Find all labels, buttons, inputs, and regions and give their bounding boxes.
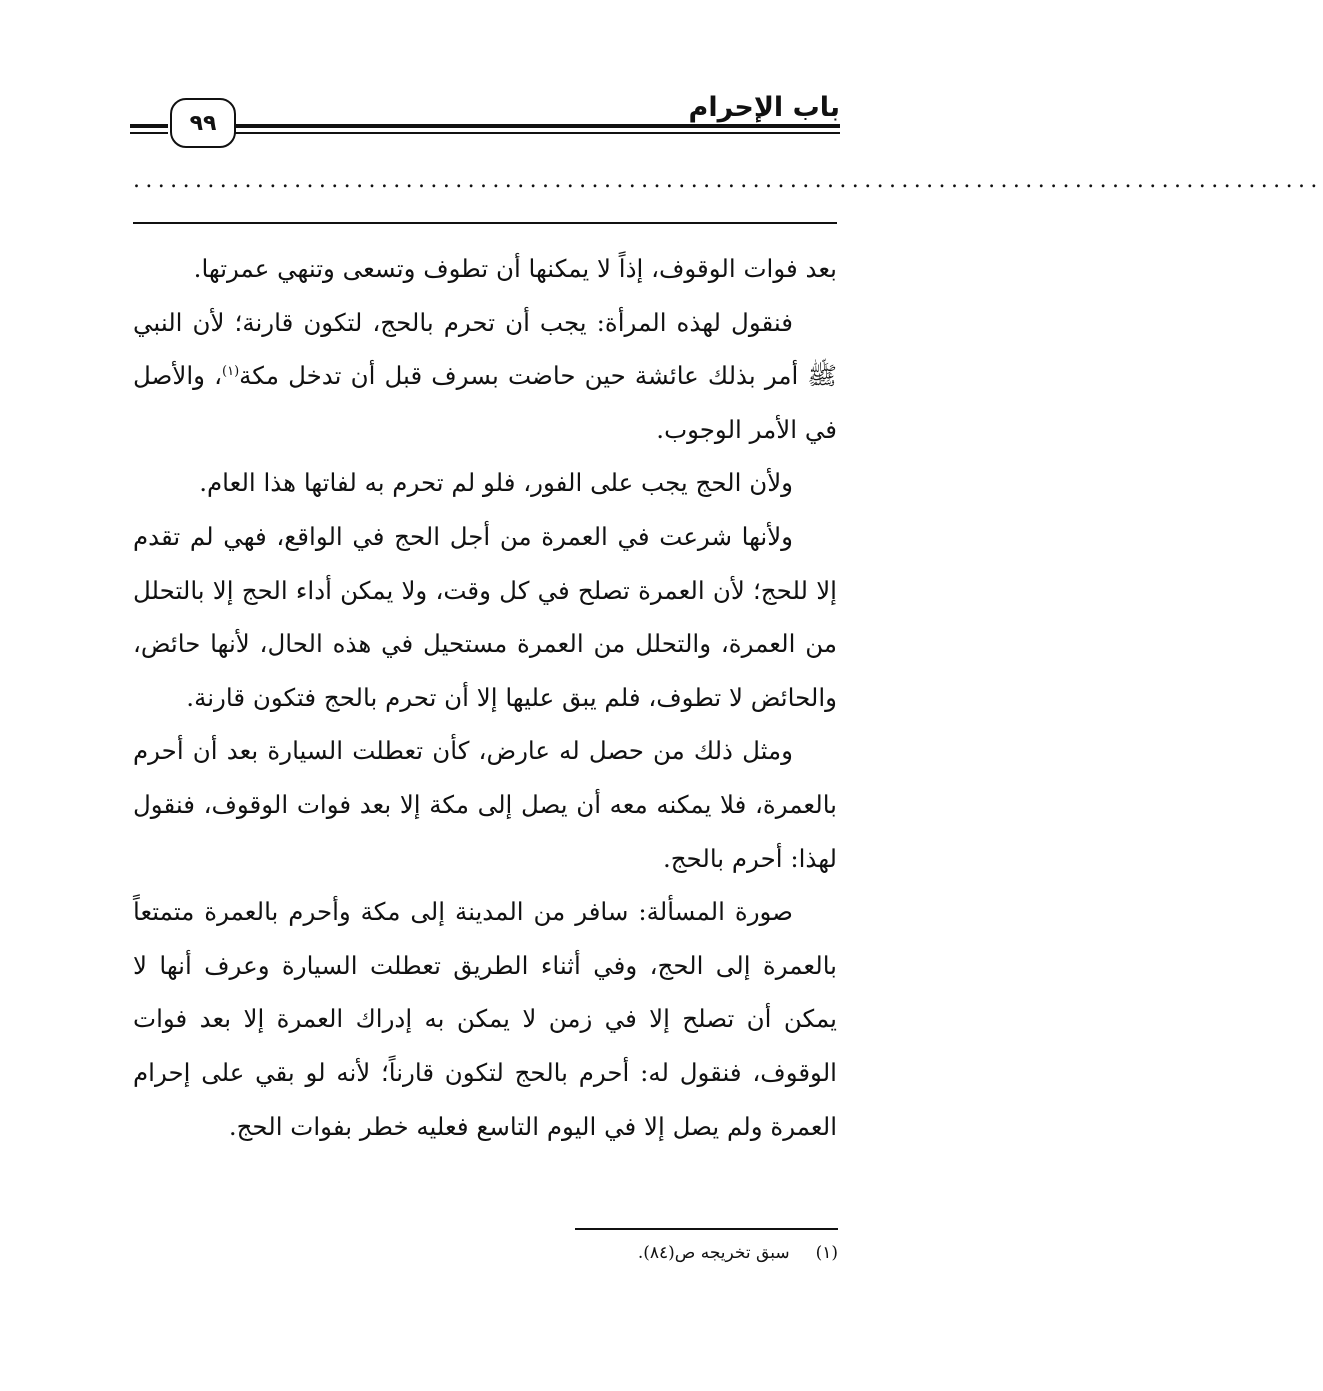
header-rule-right-thin — [234, 132, 840, 134]
paragraph: ولأنها شرعت في العمرة من أجل الحج في الواقع، فهي لم تقدم إلا للحج؛ لأن العمرة تصلح في كل وقت، ولا يمكن أداء الحج إلا بالتحلل من العمرة، والتحلل من العمرة مستحيل في هذه الحال، لأنها حائض، والحائض لا تطوف، فلم يبق عليها إلا أن تحرم بالحج فتكون قارنة. — [133, 521, 837, 712]
header-rule-left-thick — [130, 124, 168, 128]
chapter-title: باب الإحرام — [688, 92, 840, 123]
footnote-number: (١) — [815, 1243, 838, 1263]
header-rule-left-thin — [130, 132, 168, 134]
footnote — [338, 1240, 838, 1266]
header-rule-right-thick — [234, 124, 840, 128]
page-number: ٩٩ — [170, 98, 236, 148]
paragraph — [133, 296, 837, 457]
paragraph-text-tail: ، والأصل في الأمر الوجوب. — [133, 361, 837, 444]
paragraph: بعد فوات الوقوف، إذاً لا يمكنها أن تطوف وتسعى وتنهي عمرتها. — [193, 254, 837, 283]
paragraph: ولأن الحج يجب على الفور، فلو لم تحرم به لفاتها هذا العام. — [199, 468, 793, 498]
footnote-text: سبق تخريجه ص(٨٤). — [637, 1243, 790, 1263]
paragraph: صورة المسألة: سافر من المدينة إلى مكة وأحرم بالعمرة متمتعاً بالعمرة إلى الحج، وفي أثناء الطريق تعطلت السيارة وعرف أنها لا يمكن أن تصلح إلا في زمن لا يمكن به إدراك العمرة إلا بعد فوات الوقوف، فنقول له: أحرم بالحج لتكون قارناً؛ لأنه لو بقي على إحرام العمرة ولم يصل إلا في اليوم التاسع فعليه خطر بفوات الحج. — [133, 897, 837, 1141]
dotted-separator: ................................................................................................ — [133, 168, 1323, 193]
footnote-marker: (١) — [222, 364, 240, 380]
text-top-rule — [133, 222, 837, 224]
footnote-separator — [575, 1228, 838, 1230]
main-text — [133, 242, 837, 1153]
paragraph-text: فنقول لهذه المرأة: يجب أن تحرم بالحج، لتكون قارنة؛ لأن النبي ﷺ أمر بذلك عائشة حين حاضت بسرف قبل أن تدخل مكة — [133, 307, 838, 391]
page-header — [130, 92, 840, 152]
paragraph: ومثل ذلك من حصل له عارض، كأن تعطلت السيارة بعد أن أحرم بالعمرة، فلا يمكنه معه أن يصل إلى مكة إلا بعد فوات الوقوف، فنقول لهذا: أحرم بالحج. — [133, 736, 837, 873]
